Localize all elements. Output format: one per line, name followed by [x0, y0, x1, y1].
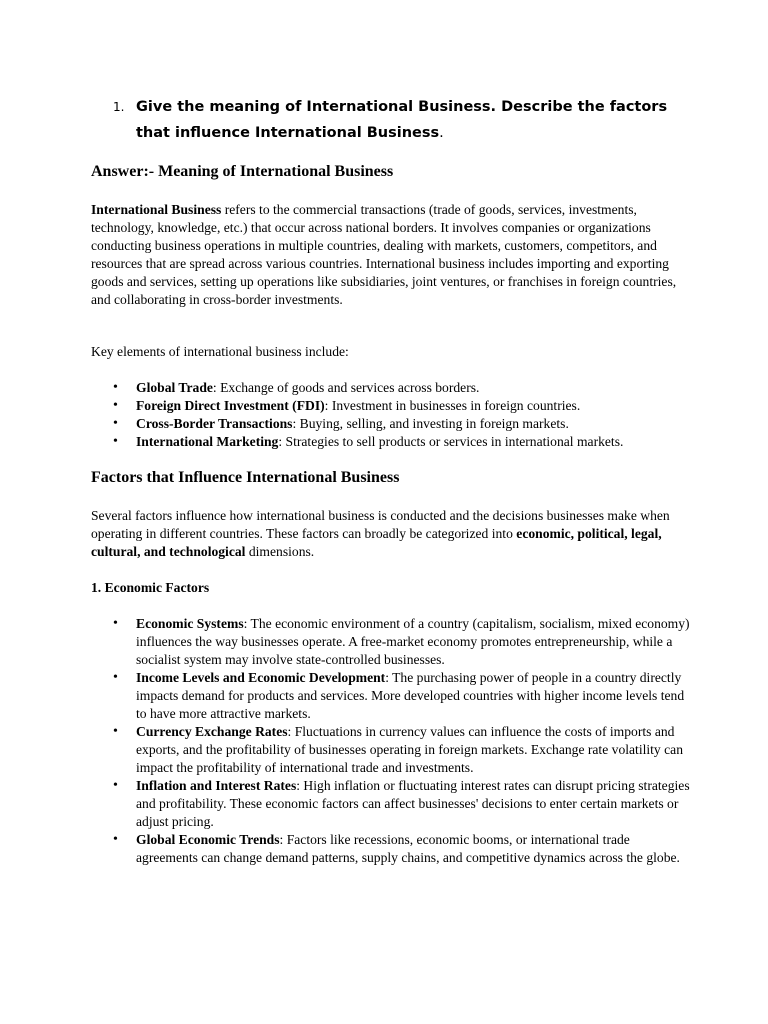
- intro-term: International Business: [91, 202, 222, 217]
- list-item: [91, 397, 691, 415]
- intro-text: refers to the commercial transactions (trade of goods, services, investments, technology, knowledge, etc.) that occur across national borders. It involves companies or organizations conducting business operations in multiple countries, dealing with markets, customers, competitors, and resources that are spread across various countries. International business includes importing and exporting goods and services, setting up operations like subsidiaries, joint ventures, or franchises in foreign countries, and collaborating in cross-border investments.: [91, 202, 677, 307]
- key-elements-list: [91, 379, 691, 451]
- list-item-desc: : Buying, selling, and investing in foreign markets.: [292, 416, 569, 431]
- list-item: [91, 415, 691, 433]
- factors-intro-tail: dimensions.: [245, 544, 315, 559]
- list-item-term: Inflation and Interest Rates: [136, 778, 297, 793]
- list-item-desc: : The purchasing power of people in a country directly impacts demand for products and services. More developed countries with higher income levels tend to have more attractive markets.: [136, 670, 685, 721]
- list-item-desc: : The economic environment of a country (capitalism, socialism, mixed economy) influences the way businesses operate. A free-market economy promotes entrepreneurship, while a socialist system may involve state-controlled businesses.: [136, 616, 690, 667]
- list-item-desc: : Fluctuations in currency values can influence the costs of imports and exports, and the profitability of businesses operating in foreign markets. Exchange rate volatility can impact the profitability of international trade and investments.: [136, 724, 683, 775]
- list-item-term: Currency Exchange Rates: [136, 724, 288, 739]
- list-item-term: Foreign Direct Investment (FDI): [136, 398, 325, 413]
- factors-intro-paragraph: [91, 507, 681, 561]
- intro-paragraph: [91, 201, 681, 309]
- list-item-desc: : Exchange of goods and services across borders.: [212, 380, 480, 395]
- list-item-desc: : Investment in businesses in foreign countries.: [324, 398, 581, 413]
- list-item: [91, 831, 691, 867]
- list-item-desc: : High inflation or fluctuating interest rates can disrupt pricing strategies and profitability. These economic factors can affect businesses' decisions to enter certain markets or adjust pricing.: [136, 778, 690, 829]
- factors-intro-text: Several factors influence how international business is conducted and the decisions businesses make when operating in different countries. These factors can broadly be categorized into: [91, 508, 670, 541]
- factors-heading: Factors that Influence International Business: [91, 469, 400, 486]
- list-item-term: Cross-Border Transactions: [136, 416, 293, 431]
- economic-heading: [91, 579, 681, 597]
- economic-factors-list: [91, 615, 691, 867]
- answer-heading: Answer:- Meaning of International Business: [91, 163, 394, 180]
- list-item-desc: : Factors like recessions, economic booms, or international trade agreements can change demand patterns, supply chains, and competitive dynamics across the globe.: [136, 832, 680, 865]
- question-text: [136, 94, 673, 146]
- list-item: [91, 615, 691, 669]
- question-number: 1.: [113, 100, 125, 114]
- question-item: [113, 94, 673, 146]
- list-item: [91, 777, 691, 831]
- economic-heading-text: 1. Economic Factors: [91, 580, 210, 595]
- list-item: [91, 379, 691, 397]
- factors-intro-bold: economic, political, legal, cultural, and technological: [91, 526, 662, 559]
- question-trailing-period: .: [439, 125, 444, 141]
- list-item-term: International Marketing: [136, 434, 279, 449]
- list-item-term: Global Trade: [136, 380, 213, 395]
- key-elements-intro: Key elements of international business include:: [91, 344, 349, 359]
- list-item-desc: : Strategies to sell products or services in international markets.: [278, 434, 624, 449]
- question-text-bold: Give the meaning of International Business. Describe the factors that influence International Business: [136, 99, 668, 141]
- list-item: [91, 723, 691, 777]
- list-item-term: Income Levels and Economic Development: [136, 670, 386, 685]
- list-item: [91, 433, 691, 451]
- list-item-term: Global Economic Trends: [136, 832, 280, 847]
- list-item-term: Economic Systems: [136, 616, 244, 631]
- list-item: [91, 669, 691, 723]
